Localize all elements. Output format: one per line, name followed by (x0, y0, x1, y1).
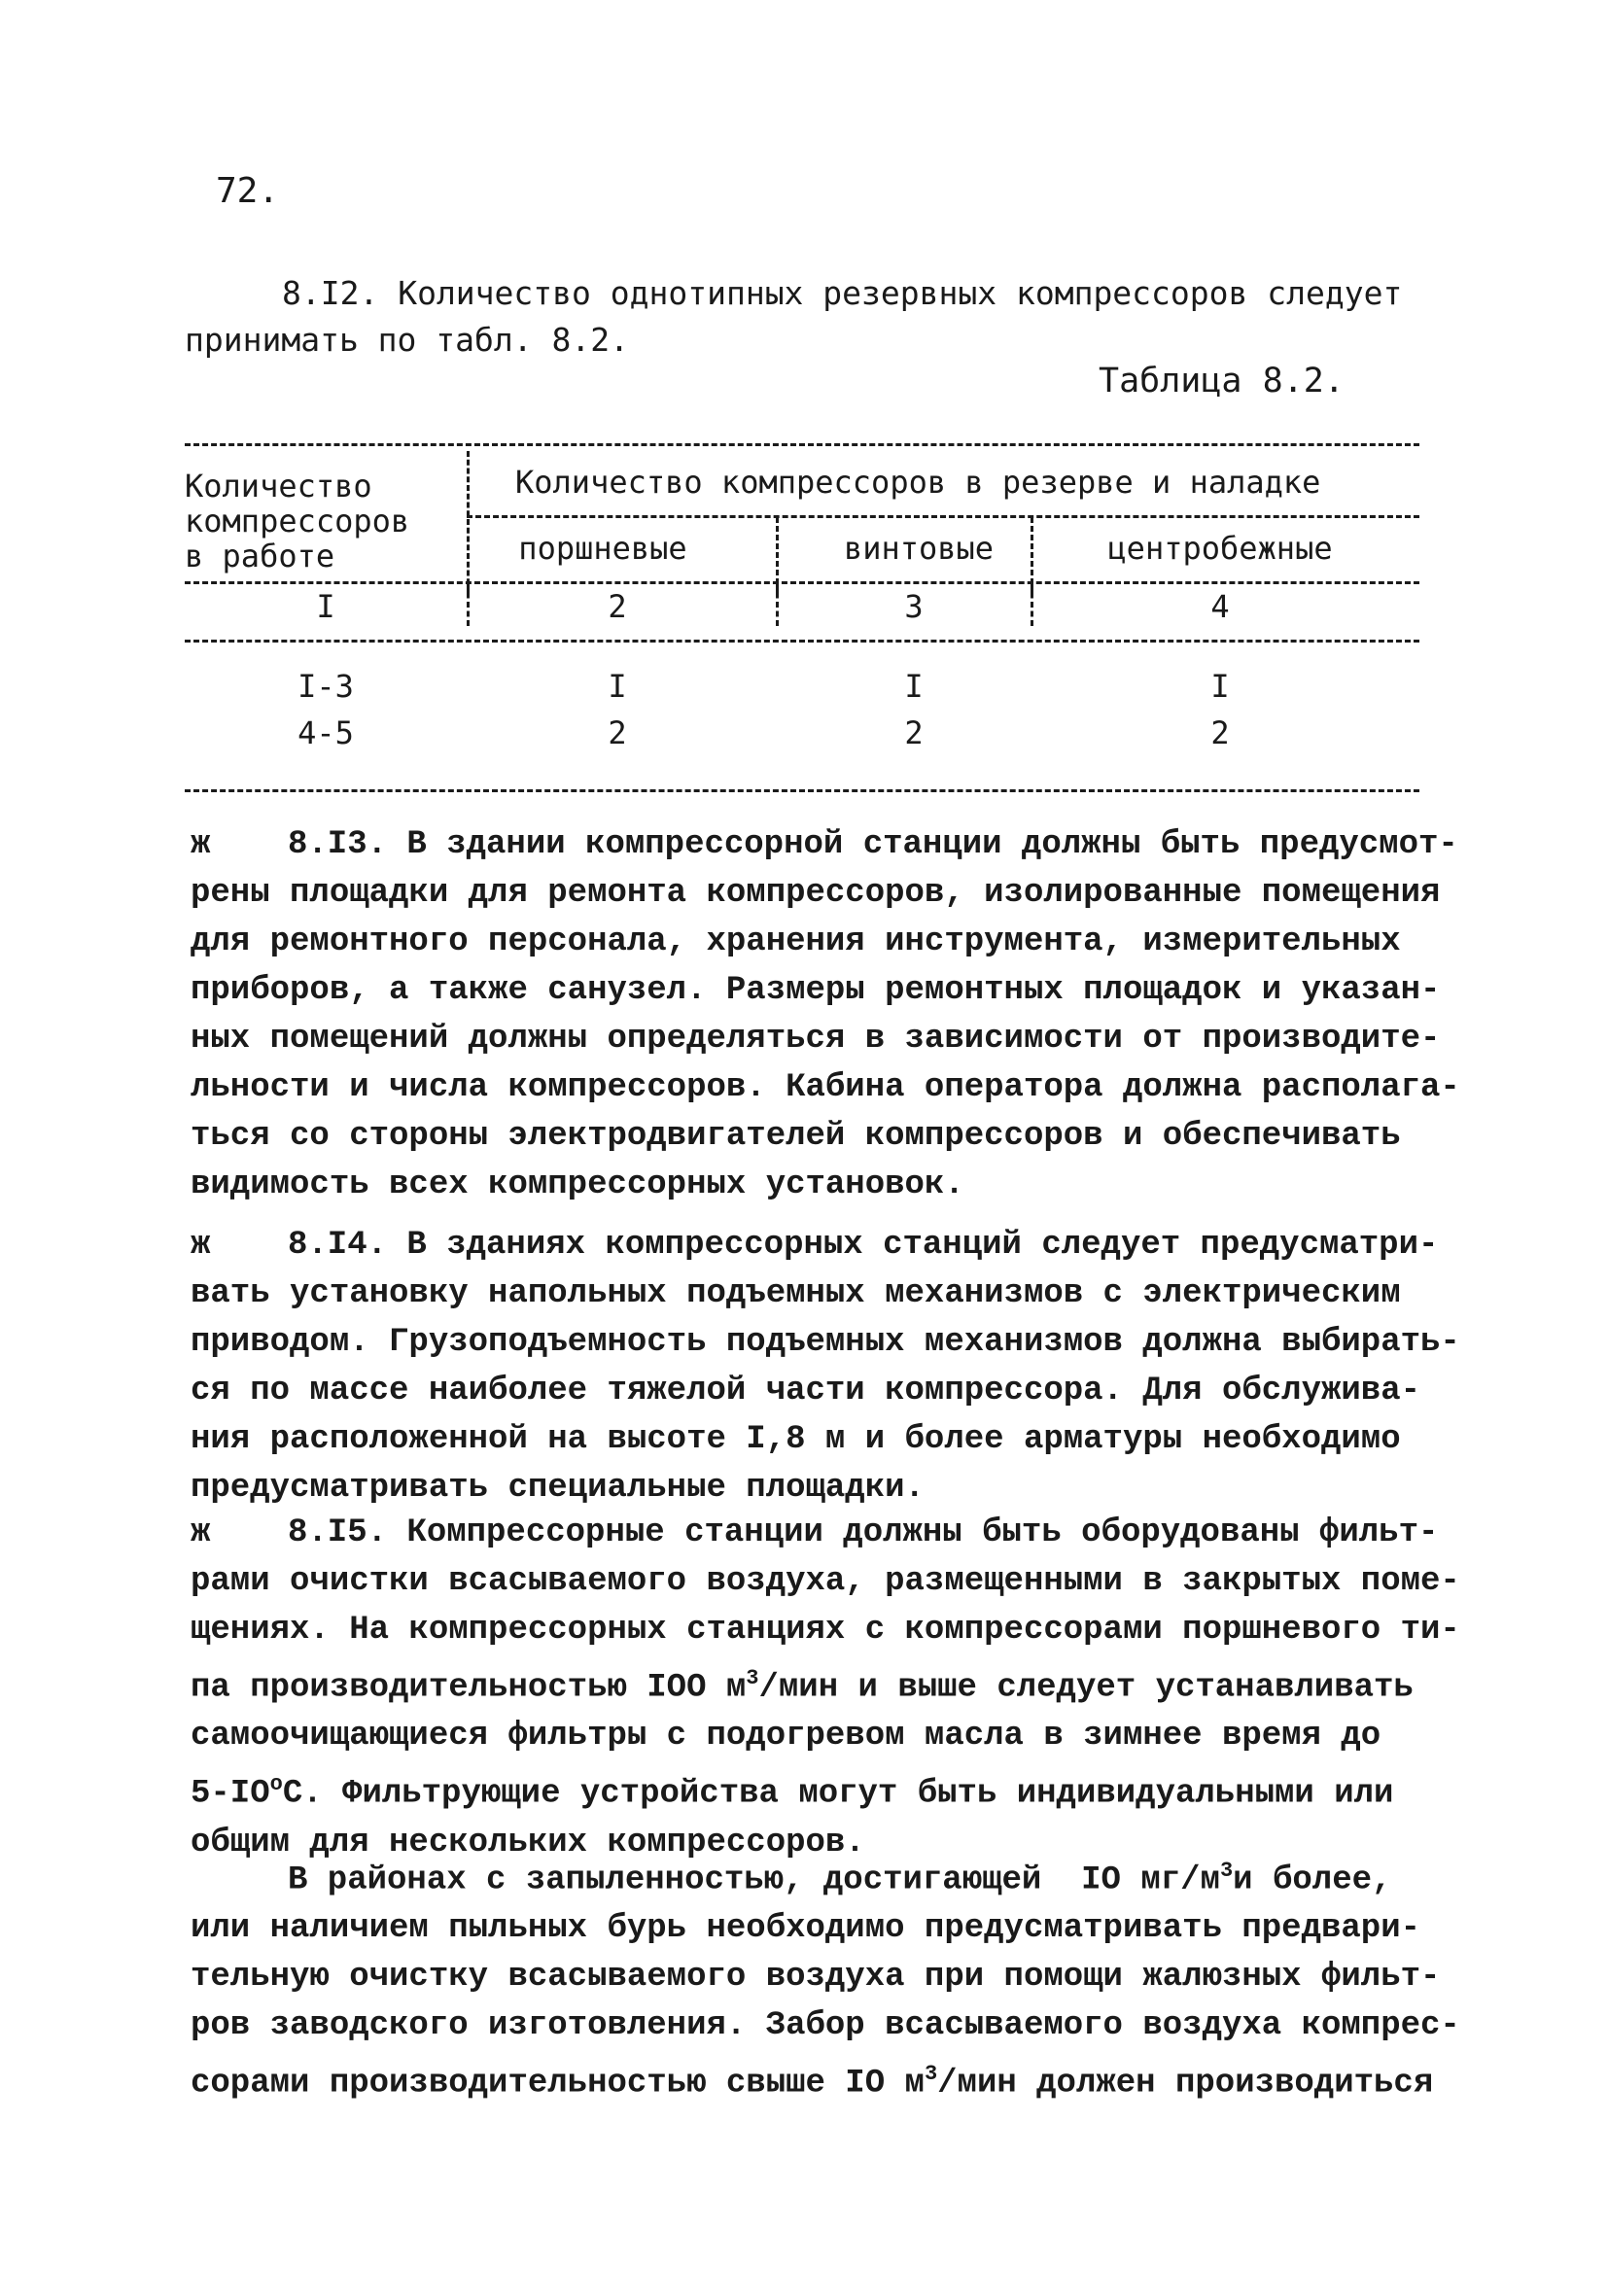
paragraph-line: ж 8.I3. В здании компрессорной станции должны быть предусмот- (191, 820, 1435, 869)
revision-mark: ж (191, 1227, 211, 1264)
paragraph-line: щениях. На компрессорных станциях с компрессорами поршневого ти- (191, 1612, 1460, 1649)
paragraph-line: видимость всех компрессорных установок. (191, 1166, 964, 1203)
paragraph-line: 8.I2. Количество однотипных резервных компрессоров следует (282, 274, 1403, 312)
table-divider (1031, 583, 1033, 626)
header-reserve-group: Количество компрессоров в резерве и наладке (515, 464, 1321, 501)
paragraph-line: самоочищающиеся фильтры с подогревом масла в зимнее время до (191, 1718, 1381, 1756)
header-piston: поршневые (518, 530, 687, 567)
header-screw: винтовые (843, 530, 995, 567)
table-caption: Таблица 8.2. (1099, 362, 1345, 400)
revision-mark: ж (191, 1514, 211, 1551)
table-divider (776, 583, 779, 626)
revision-mark: ж (191, 826, 211, 863)
table-rule (185, 581, 1419, 584)
paragraph-8-15-continued (191, 1847, 1460, 2108)
header-centrifugal: центробежные (1107, 530, 1333, 567)
paragraph-8-13 (191, 820, 1460, 1209)
table-rule (185, 443, 1419, 446)
paragraph-line: ся по массе наиболее тяжелой части компрессора. Для обслужива- (191, 1373, 1421, 1409)
table-cell: 2 (904, 714, 924, 751)
table-cell: 2 (1210, 714, 1230, 751)
paragraph-line: рены площадки для ремонта компрессоров, изолированные помещения (191, 875, 1441, 912)
paragraph-8-14 (191, 1221, 1460, 1513)
col-number: I (316, 588, 335, 625)
table-rule (467, 515, 1419, 518)
table-cell: 2 (608, 714, 627, 751)
paragraph-line: льности и числа компрессоров. Кабина оператора должна располага- (191, 1069, 1460, 1106)
paragraph-line: для ремонтного персонала, хранения инструмента, измерительных (191, 923, 1401, 960)
paragraph-line: ных помещений должны определяться в зависимости от производите- (191, 1021, 1441, 1058)
paragraph-line: В районах с запыленностью, достигающей IО $мг/м^3и$ более, (288, 1859, 1392, 1899)
col-number: 3 (904, 588, 924, 625)
table-cell: I (1210, 668, 1230, 705)
table-rule (185, 789, 1419, 792)
paragraph-8-12 (185, 270, 1429, 364)
paragraph-line: приборов, а также санузел. Размеры ремонтных площадок и указан- (191, 972, 1441, 1009)
paragraph-line: или наличием пыльных бурь необходимо предусматривать предвари- (191, 1910, 1421, 1948)
paragraph-line: ров заводского изготовления. Забор всасываемого воздуха компрес- (191, 2007, 1460, 2045)
paragraph-line: ться со стороны электродвигателей компрессоров и обеспечивать (191, 1118, 1401, 1155)
paragraph-line: принимать по табл. 8.2. (185, 321, 629, 359)
table-divider (467, 451, 470, 593)
paragraph-line: ж 8.I5. Компрессорные станции должны быть оборудованы фильт- (191, 1509, 1435, 1557)
paragraph-line: общим для нескольких компрессоров. (191, 1824, 865, 1861)
paragraph-8-15 (191, 1509, 1460, 1867)
paragraph-line: $5-IО^оС$. Фильтрующие устройства могут быть индивидуальными или (191, 1772, 1394, 1813)
paragraph-line: сорами производительностью свыше IО $м^3$/мин должен производиться (191, 2062, 1434, 2103)
paragraph-line: па производительностью IОО $м^3$/мин и выше следует устанавливать (191, 1666, 1414, 1707)
table-cell: I (904, 668, 924, 705)
col-number: 2 (608, 588, 627, 625)
paragraph-line: рами очистки всасываемого воздуха, размещенными в закрытых поме- (191, 1563, 1460, 1600)
table-rule (185, 640, 1419, 643)
col-number: 4 (1210, 588, 1230, 625)
page-number: 72. (216, 171, 280, 211)
table-cell: 4-5 (297, 714, 354, 751)
paragraph-line: ж 8.I4. В зданиях компрессорных станций следует предусматри- (191, 1221, 1435, 1270)
paragraph-line: приводом. Грузоподъемность подъемных механизмов должна выбирать- (191, 1324, 1460, 1361)
table-cell: I-3 (297, 668, 354, 705)
table-divider (467, 583, 470, 626)
paragraph-line: предусматривать специальные площадки. (191, 1470, 925, 1507)
table-cell: I (608, 668, 627, 705)
header-working-count: Количество компрессоров в работе (185, 468, 410, 574)
paragraph-line: ния расположенной на высоте I,8 м и более арматуры необходимо (191, 1421, 1401, 1458)
paragraph-line: тельную очистку всасываемого воздуха при помощи жалюзных фильт- (191, 1959, 1441, 1997)
paragraph-line: вать установку напольных подъемных механизмов с электрическим (191, 1275, 1401, 1312)
